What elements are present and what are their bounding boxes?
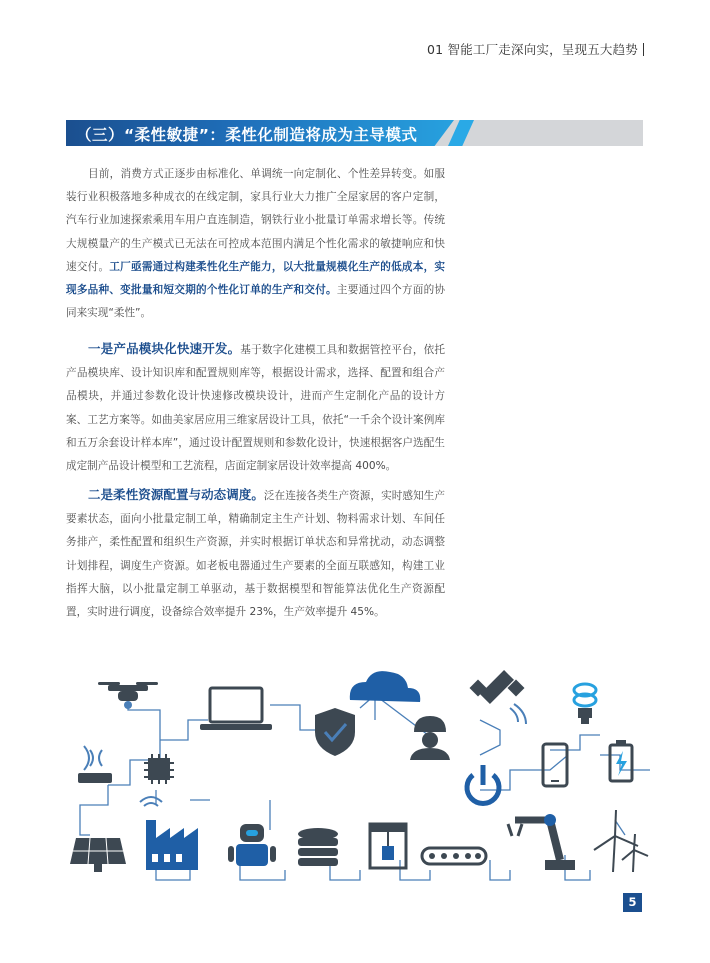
intro-highlight: 工厂亟需通过构建柔性化生产能力，以大批量规模化生产的低成本，实现多品种、变批量和短交期的个性化订单的生产和交付。 (66, 260, 445, 297)
conveyor-belt-icon (422, 848, 486, 864)
paragraph-modular-dev (66, 337, 445, 478)
resource-scheduling-lead: 二是柔性资源配置与动态调度。 (88, 487, 264, 502)
running-header-text: 01 智能工厂走深向实，呈现五大趋势 (427, 42, 638, 57)
solar-panel-icon (70, 838, 126, 872)
cloud-icon (350, 671, 420, 702)
header-divider (643, 43, 644, 56)
satellite-icon (470, 670, 526, 724)
smart-factory-illustration (60, 660, 650, 890)
battery-icon (610, 740, 632, 781)
intro-text: 目前，消费方式正逐步由标准化、单调统一向定制化、个性差异转变。如服装行业积极落地多种成衣的在线定制，家具行业大力推广全屋家居的客户定制，汽车行业加速探索乘用车用户直连制造，钢铁行业小批量订单需求增长等。传统大规模量产的生产模式已无法在可控成本范围内满足个性化需求的敏捷响应和快速交付。 (66, 168, 445, 273)
shield-icon (315, 708, 355, 756)
database-icon (298, 828, 338, 866)
router-icon (78, 746, 112, 783)
page-number: 5 (623, 893, 642, 912)
chip-icon (144, 754, 174, 784)
resource-scheduling-body: 泛在连接各类生产资源，实时感知生产要素状态，面向小批量定制工单，精确制定主生产计划、物料需求计划、车间任务排产，柔性配置和组织生产资源，并实时根据订单状态和异常扰动，动态调整计划排程，调度生产资源。如老板电器通过生产要素的全面互联感知，构建工业指挥大脑，以小批量定制工单驱动，基于数据模型和智能算法优化生产资源配置，实时进行调度，设备综合效率提升 23%，生产效率提升 45%。 (66, 490, 445, 619)
robot-icon (228, 824, 276, 866)
running-header (427, 40, 644, 58)
light-bulb-icon (574, 684, 596, 724)
paragraph-intro (66, 163, 445, 325)
paragraph-resource-scheduling (66, 483, 445, 624)
laptop-icon (200, 688, 272, 730)
modular-dev-body: 基于数字化建模工具和数据管控平台，依托产品模块库、设计知识库和配置规则库等，根据设计需求，选择、配置和组合产品模块，并通过参数化设计快速修改模块设计，进而产生定制化产品的设计方案、工艺方案等。如曲美家居应用三维家居设计工具，依托“一千余个设计案例库和五万余套设计样本库”，通过设计配置规则和参数化设计，快速根据客户选配生成定制产品设计模型和工艺流程，店面定制家居设计效率提高 400%。 (66, 344, 445, 473)
section-title: （三）“柔性敏捷”：柔性化制造将成为主导模式 (76, 126, 418, 144)
worker-icon (410, 716, 450, 760)
intro-tail: 主要通过四个方面的协同来实现“柔性”。 (66, 284, 446, 320)
wind-turbine-icon (594, 810, 648, 872)
modular-dev-lead: 一是产品模块化快速开发。 (88, 341, 241, 356)
power-button-icon (467, 765, 499, 803)
robotic-arm-icon (508, 814, 575, 870)
factory-icon (140, 797, 198, 870)
drone-icon (98, 682, 158, 709)
